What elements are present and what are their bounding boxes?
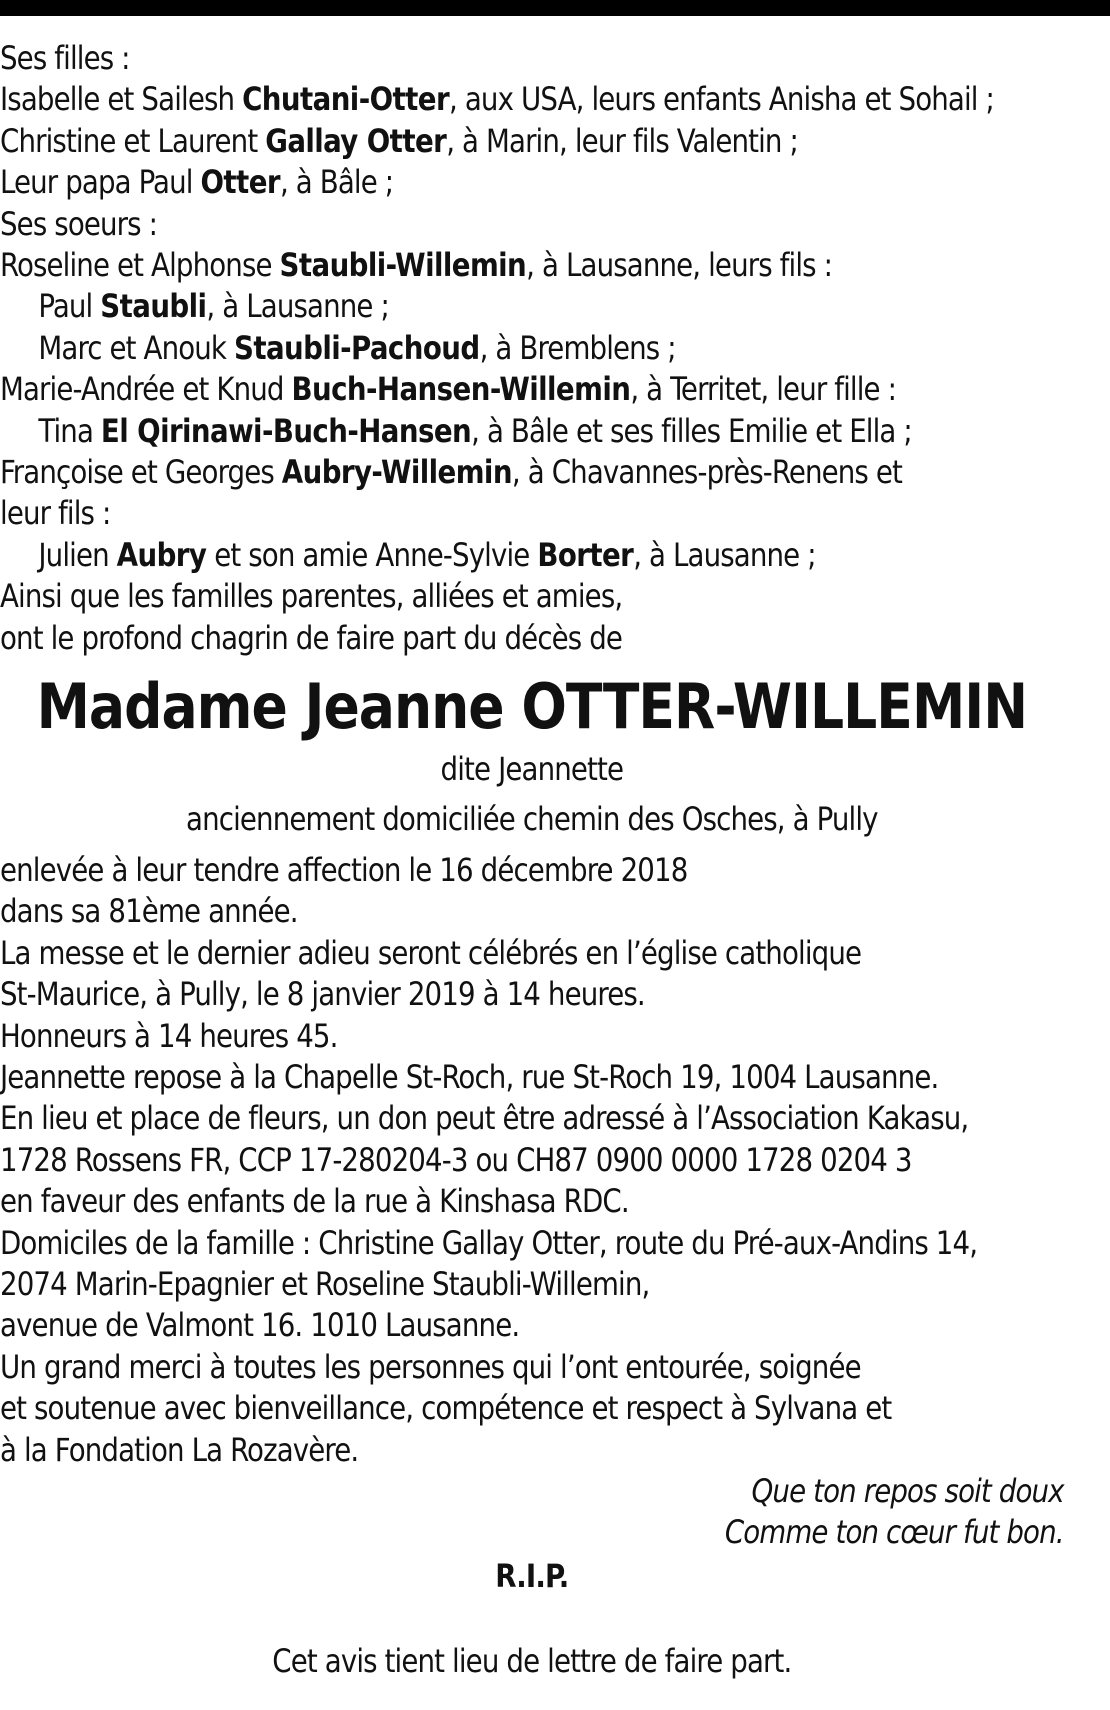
family-line-buch-hansen: Marie-Andrée et Knud Buch-Hansen-Willemin, à Territet, leur fille : [0, 370, 897, 409]
detail-line: et soutenue avec bienveillance, compétence et respect à Sylvana et [0, 1389, 892, 1428]
detail-line: avenue de Valmont 16. 1010 Lausanne. [0, 1306, 520, 1345]
family-line-aubry-willemin: Françoise et Georges Aubry-Willemin, à Chavannes-près-Renens et [0, 453, 902, 492]
detail-line: 1728 Rossens FR, CCP 17-280204-3 ou CH87 0900 0000 1728 0204 3 [0, 1140, 912, 1179]
detail-line: Un grand merci à toutes les personnes qui l’ont entourée, soignée [0, 1347, 861, 1386]
detail-line: dans sa 81ème année. [0, 892, 298, 931]
family-line-staubli-pachoud: Marc et Anouk Staubli-Pachoud, à Bremblens ; [38, 328, 676, 367]
soeurs-heading: Ses soeurs : [0, 204, 158, 243]
detail-line: Honneurs à 14 heures 45. [0, 1016, 338, 1055]
detail-line: 2074 Marin-Epagnier et Roseline Staubli-Willemin, [0, 1264, 650, 1303]
family-line-paul-otter: Leur papa Paul Otter, à Bâle ; [0, 163, 394, 202]
filles-heading: Ses filles : [0, 39, 130, 77]
details-block [0, 850, 1064, 1471]
detail-line: Domiciles de la famille : Christine Gallay Otter, route du Pré-aux-Andins 14, [0, 1223, 978, 1262]
family-line-el-qirinawi: Tina El Qirinawi-Buch-Hansen, à Bâle et ses filles Emilie et Ella ; [38, 411, 912, 450]
family-line-chutani: Isabelle et Sailesh Chutani-Otter, aux USA, leurs enfants Anisha et Sohail ; [0, 80, 994, 119]
detail-line: La messe et le dernier adieu seront célébrés en l’église catholique [0, 933, 862, 972]
detail-line: En lieu et place de fleurs, un don peut être adressé à l’Association Kakasu, [0, 1099, 969, 1138]
rip-text: R.I.P. [495, 1556, 569, 1595]
detail-line: Jeannette repose à la Chapelle St-Roch, rue St-Roch 19, 1004 Lausanne. [0, 1057, 939, 1096]
detail-line: St-Maurice, à Pully, le 8 janvier 2019 à 14 heures. [0, 975, 645, 1014]
detail-line: enlevée à leur tendre affection le 16 décembre 2018 [0, 850, 688, 889]
announcement-line: ont le profond chagrin de faire part du décès de [0, 618, 623, 657]
families-line: Ainsi que les familles parentes, alliées et amies, [0, 577, 623, 616]
family-line-paul-staubli: Paul Staubli, à Lausanne ; [38, 287, 389, 326]
deceased-nickname: dite Jeannette [440, 750, 624, 789]
deceased-former-address: anciennement domiciliée chemin des Osches, à Pully [186, 799, 878, 838]
family-line-staubli-willemin: Roseline et Alphonse Staubli-Willemin, à Lausanne, leurs fils : [0, 246, 833, 285]
detail-line: en faveur des enfants de la rue à Kinshasa RDC. [0, 1182, 629, 1221]
footer-note: Cet avis tient lieu de lettre de faire part. [272, 1642, 792, 1681]
obituary-notice [0, 38, 1064, 1683]
poem-line-1: Que ton repos soit doux [751, 1472, 1064, 1510]
deceased-name: Madame Jeanne OTTER-WILLEMIN [36, 670, 1028, 744]
poem-line-2: Comme ton cœur fut bon. [724, 1513, 1064, 1552]
family-line-gallay: Christine et Laurent Gallay Otter, à Marin, leur fils Valentin ; [0, 121, 798, 160]
top-rule [0, 0, 1110, 16]
family-line-leur-fils: leur fils : [0, 494, 111, 533]
detail-line: à la Fondation La Rozavère. [0, 1430, 359, 1469]
family-line-julien-aubry: Julien Aubry et son amie Anne-Sylvie Borter, à Lausanne ; [38, 535, 816, 574]
